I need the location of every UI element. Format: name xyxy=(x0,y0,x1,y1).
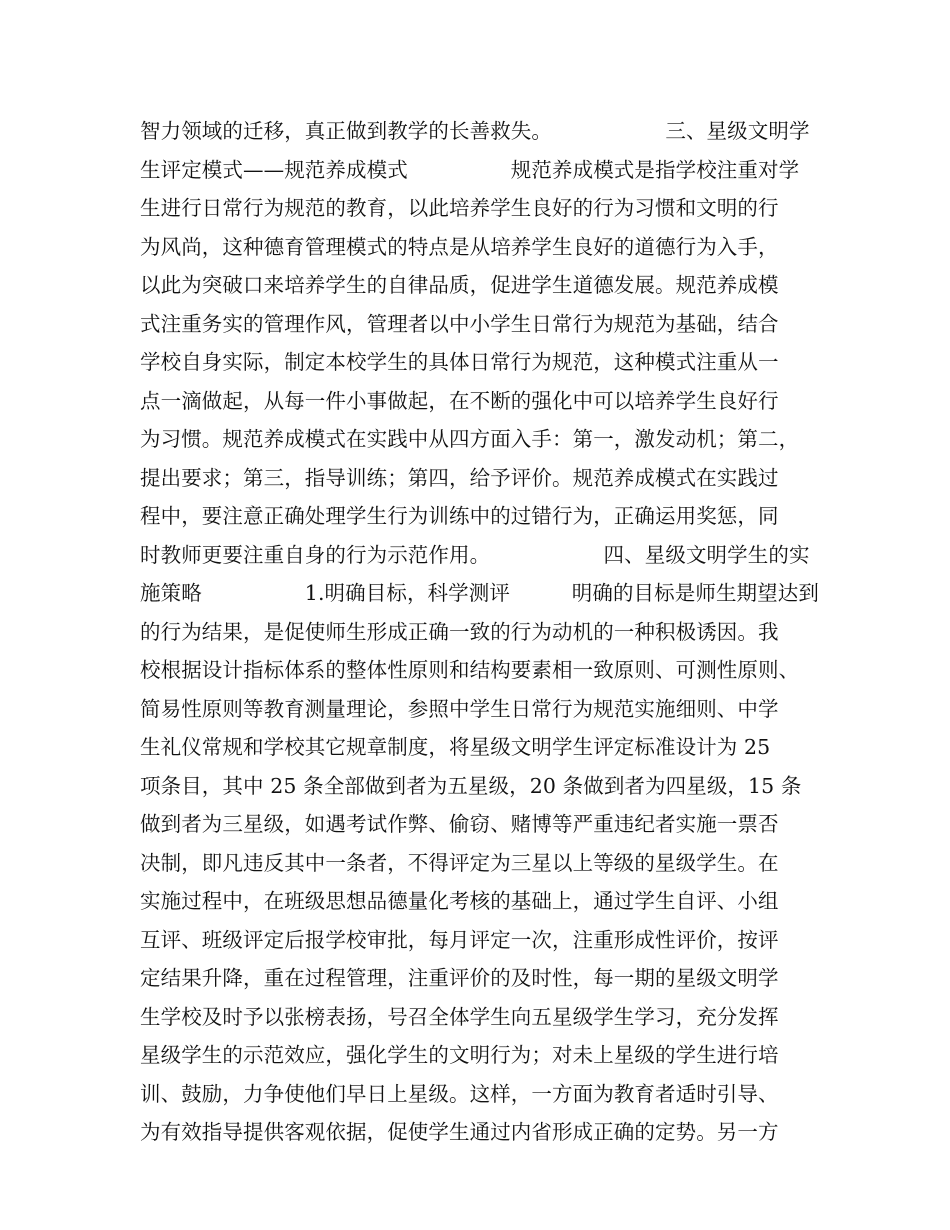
text-line: 以此为突破口来培养学生的自律品质，促进学生道德发展。规范养成模 xyxy=(140,273,779,297)
text-line: 点一滴做起，从每一件小事做起，在不断的强化中可以培养学生良好行 xyxy=(140,388,779,413)
text-line: 生礼仪常规和学校其它规章制度，将星级文明学生评定标准设计为 25 xyxy=(140,735,771,759)
text-line: 决制，即凡违反其中一条者，不得评定为三星以上等级的星级学生。在 xyxy=(140,850,779,875)
text-line: 互评、班级评定后报学校审批，每月评定一次，注重形成性评价，按评 xyxy=(140,927,779,952)
text-line: 施策略 1.明确目标，科学测评 明确的目标是师生期望达到 xyxy=(140,581,819,605)
text-line: 简易性原则等教育测量理论，参照中学生日常行为规范实施细则、中学 xyxy=(140,696,779,721)
text-line: 生进行日常行为规范的教育，以此培养学生良好的行为习惯和文明的行 xyxy=(140,196,779,220)
text-line: 做到者为三星级，如遇考试作弊、偷窃、赌博等严重违纪者实施一票否 xyxy=(140,812,779,836)
text-line: 为有效指导提供客观依据，促使学生通过内省形成正确的定势。另一方 xyxy=(140,1120,779,1144)
text-line: 实施过程中，在班级思想品德量化考核的基础上，通过学生自评、小组 xyxy=(140,889,779,913)
text-line: 智力领域的迁移，真正做到教学的长善救失。 三、星级文明学 xyxy=(140,119,810,143)
text-line: 为风尚，这种德育管理模式的特点是从培养学生良好的道德行为入手， xyxy=(140,234,779,259)
text-line: 星级学生的示范效应，强化学生的文明行为；对未上星级的学生进行培 xyxy=(140,1043,779,1067)
text-line: 校根据设计指标体系的整体性原则和结构要素相一致原则、可测性原则、 xyxy=(140,658,800,682)
text-line: 程中，要注意正确处理学生行为训练中的过错行为，正确运用奖惩，同 xyxy=(140,504,779,528)
text-line: 定结果升降，重在过程管理，注重评价的及时性，每一期的星级文明学 xyxy=(140,966,779,990)
text-line: 生评定模式——规范养成模式 规范养成模式是指学校注重对学 xyxy=(140,157,800,182)
text-line: 训、鼓励，力争使他们早日上星级。这样，一方面为教育者适时引导、 xyxy=(140,1081,779,1106)
text-line: 时教师更要注重自身的行为示范作用。 四、星级文明学生的实 xyxy=(140,542,810,567)
text-line: 式注重务实的管理作风，管理者以中小学生日常行为规范为基础，结合 xyxy=(140,311,779,336)
text-line: 提出要求；第三，指导训练；第四，给予评价。规范养成模式在实践过 xyxy=(140,465,779,490)
text-line: 为习惯。规范养成模式在实践中从四方面入手：第一，激发动机；第二， xyxy=(140,427,800,451)
text-line: 生学校及时予以张榜表扬，号召全体学生向五星级学生学习，充分发挥 xyxy=(140,1004,779,1029)
text-line: 的行为结果，是促使师生形成正确一致的行为动机的一种积极诱因。我 xyxy=(140,619,779,644)
text-line: 学校自身实际，制定本校学生的具体日常行为规范，这种模式注重从一 xyxy=(140,350,779,374)
body-text xyxy=(140,112,820,1152)
text-line: 项条目，其中 25 条全部做到者为五星级，20 条做到者为四星级，15 条 xyxy=(140,773,802,798)
